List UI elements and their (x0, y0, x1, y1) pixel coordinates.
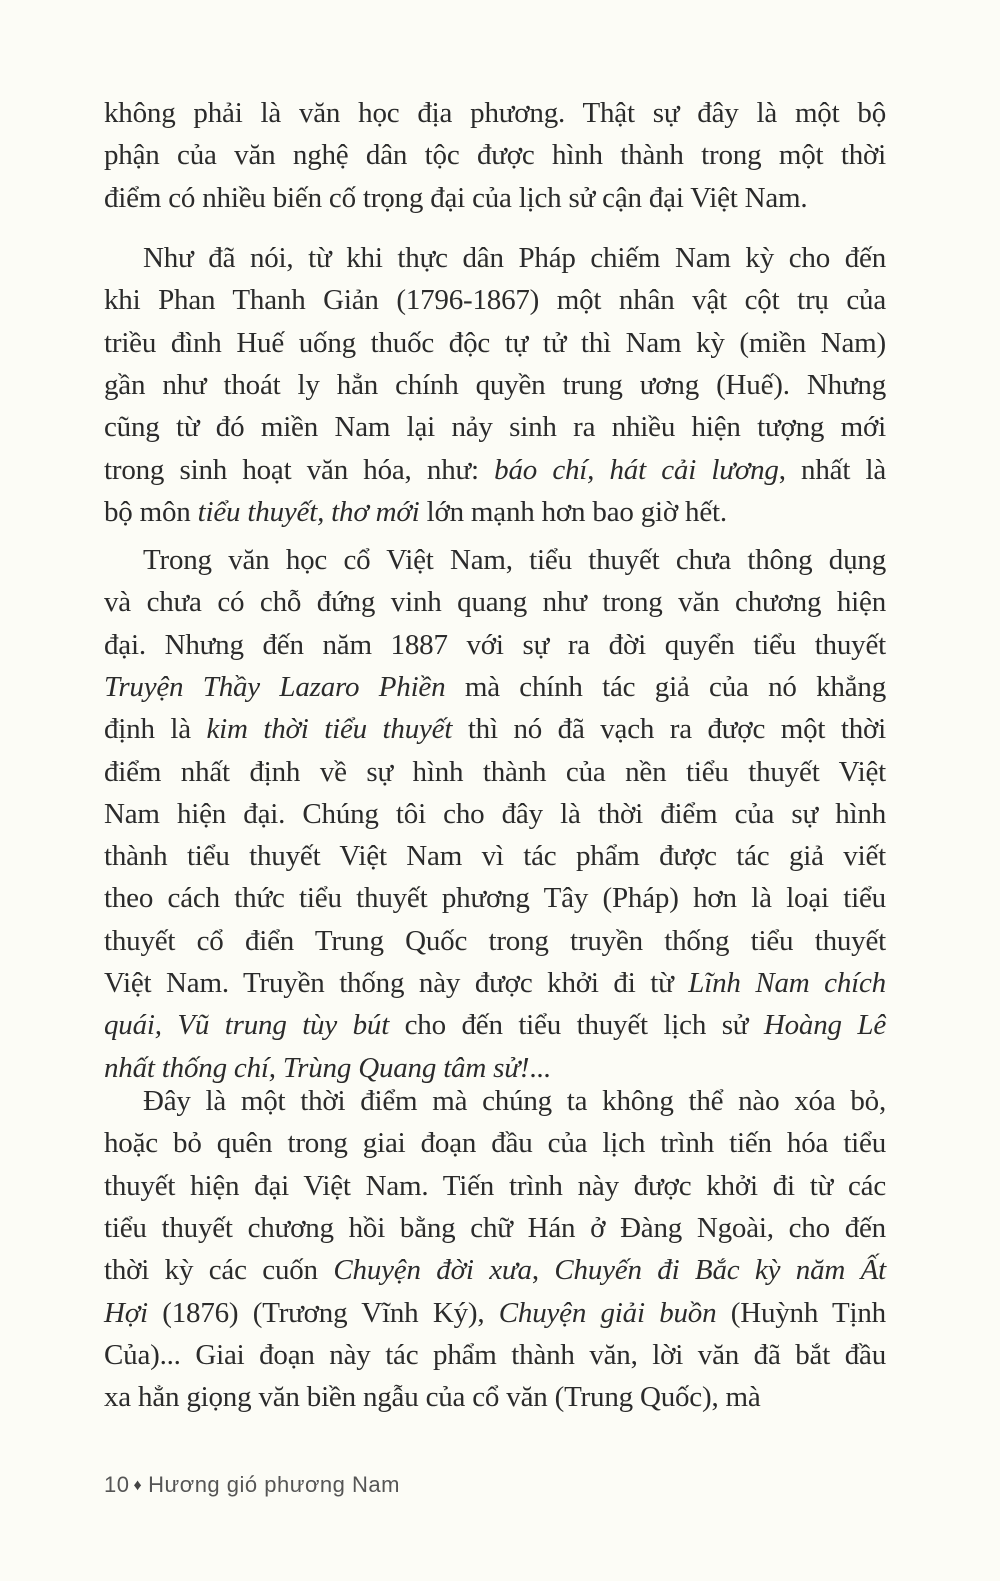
text-run: thì nó đã vạch ra được một thời (452, 713, 886, 746)
italic-title: Truyện Thầy Lazaro Phiền (104, 670, 446, 703)
text-run: Của)... Giai đoạn này tác phẩm thành văn, lời văn đã bắt đầu (104, 1338, 886, 1371)
text-run: và chưa có chỗ đứng vinh quang như trong văn chương hiện (104, 586, 886, 619)
text-line (104, 666, 886, 708)
text-run: ... (529, 1051, 551, 1084)
text-line (104, 877, 886, 919)
text-run: Việt Nam. Truyền thống này được khởi đi từ (104, 967, 689, 999)
text-line (104, 92, 886, 134)
text-run: (Huỳnh Tịnh (716, 1296, 886, 1329)
text-line (143, 237, 886, 279)
italic-title: Chuyến đi Bắc kỳ năm Ất (554, 1254, 886, 1287)
text-line (104, 708, 886, 750)
text-run: định là (104, 713, 207, 746)
italic-title: nhất thống chí, Trùng Quang tâm sử! (104, 1051, 530, 1084)
text-run: Trong văn học cổ Việt Nam, tiểu thuyết chưa thông dụng (143, 544, 886, 576)
text-run: , nhất là (778, 453, 886, 486)
text-run: , (531, 1254, 555, 1287)
text-line (143, 1080, 886, 1122)
text-line (104, 1292, 886, 1334)
text-run: (1876) (Trương Vĩnh Ký), (147, 1296, 499, 1329)
text-line (104, 1122, 886, 1164)
text-line (104, 364, 886, 406)
text-line (104, 279, 886, 321)
text-run: gần như thoát ly hẳn chính quyền trung ương (Huế). Nhưng (104, 368, 886, 401)
text-run: thuyết hiện đại Việt Nam. Tiến trình này được khởi đi từ các (104, 1169, 886, 1202)
diamond-separator-icon: ♦ (133, 1477, 143, 1494)
text-line (143, 539, 886, 581)
text-run: điểm có nhiều biến cố trọng đại của lịch sử cận đại Việt Nam. (104, 181, 808, 214)
italic-title: Chuyện đời xưa (333, 1254, 532, 1287)
text-line (104, 835, 886, 877)
text-line (104, 624, 886, 666)
text-run: xa hẳn giọng văn biền ngẫu của cổ văn (Trung Quốc), mà (104, 1381, 761, 1414)
text-run: thành tiểu thuyết Việt Nam vì tác phẩm được tác giả viết (104, 840, 886, 873)
text-run: thuyết cổ điển Trung Quốc trong truyền thống tiểu thuyết (104, 924, 886, 957)
text-run: mà chính tác giả của nó khẳng (445, 670, 886, 703)
italic-title: quái, Vũ trung tùy bút (104, 1009, 390, 1042)
text-line (104, 751, 886, 793)
text-run: Như đã nói, từ khi thực dân Pháp chiếm Nam kỳ cho đến (143, 242, 886, 274)
text-line (104, 962, 886, 1004)
text-run: khi Phan Thanh Giản (1796-1867) một nhân vật cột trụ của (104, 284, 886, 317)
italic-title: tiểu thuyết, thơ mới (197, 495, 420, 528)
italic-title: Chuyện giải buồn (498, 1296, 717, 1329)
text-run: trong sinh hoạt văn hóa, như: (104, 453, 495, 486)
text-line (104, 1376, 886, 1418)
text-run: đại. Nhưng đến năm 1887 với sự ra đời quyển tiểu thuyết (104, 628, 886, 661)
text-line (104, 134, 886, 176)
text-run: không phải là văn học địa phương. Thật sự đây là một bộ (104, 97, 886, 129)
text-run: cho đến tiểu thuyết lịch sử (389, 1009, 764, 1042)
text-line (104, 1249, 886, 1291)
text-line (104, 1334, 886, 1376)
text-line (104, 1004, 886, 1046)
text-run: Đây là một thời điểm mà chúng ta không thể nào xóa bỏ, (143, 1085, 886, 1117)
page-footer (104, 1472, 400, 1498)
italic-title: báo chí, hát cải lương (494, 453, 779, 486)
text-line (104, 406, 886, 448)
text-run: hoặc bỏ quên trong giai đoạn đầu của lịch trình tiến hóa tiểu (104, 1127, 886, 1160)
text-line (104, 322, 886, 364)
text-run: thời kỳ các cuốn (104, 1254, 334, 1287)
text-line (104, 491, 886, 533)
page-number: 10 (104, 1472, 130, 1497)
text-run: triều đình Huế uống thuốc độc tự tử thì Nam kỳ (miền Nam) (104, 326, 886, 359)
text-line (104, 920, 886, 962)
text-line (104, 449, 886, 491)
italic-title: Hoàng Lê (763, 1009, 887, 1042)
italic-title: kim thời tiểu thuyết (206, 713, 453, 746)
text-run: bộ môn (104, 495, 198, 528)
text-run: điểm nhất định về sự hình thành của nền tiểu thuyết Việt (104, 755, 886, 788)
italic-title: Hợi (104, 1296, 148, 1329)
text-run: theo cách thức tiểu thuyết phương Tây (Pháp) hơn là loại tiểu (104, 882, 886, 915)
text-line (104, 1207, 886, 1249)
text-run: phận của văn nghệ dân tộc được hình thành trong một thời (104, 139, 886, 172)
text-run: tiểu thuyết chương hồi bằng chữ Hán ở Đàng Ngoài, cho đến (104, 1211, 886, 1244)
text-run: cũng từ đó miền Nam lại nảy sinh ra nhiều hiện tượng mới (104, 411, 886, 444)
text-run: lớn mạnh hơn bao giờ hết. (419, 495, 727, 528)
text-line (104, 177, 886, 219)
text-line (104, 581, 886, 623)
running-title: Hương gió phương Nam (148, 1472, 400, 1497)
text-run: Nam hiện đại. Chúng tôi cho đây là thời điểm của sự hình (104, 797, 886, 830)
text-line (104, 793, 886, 835)
text-line (104, 1165, 886, 1207)
italic-title: Lĩnh Nam chích (688, 967, 886, 999)
